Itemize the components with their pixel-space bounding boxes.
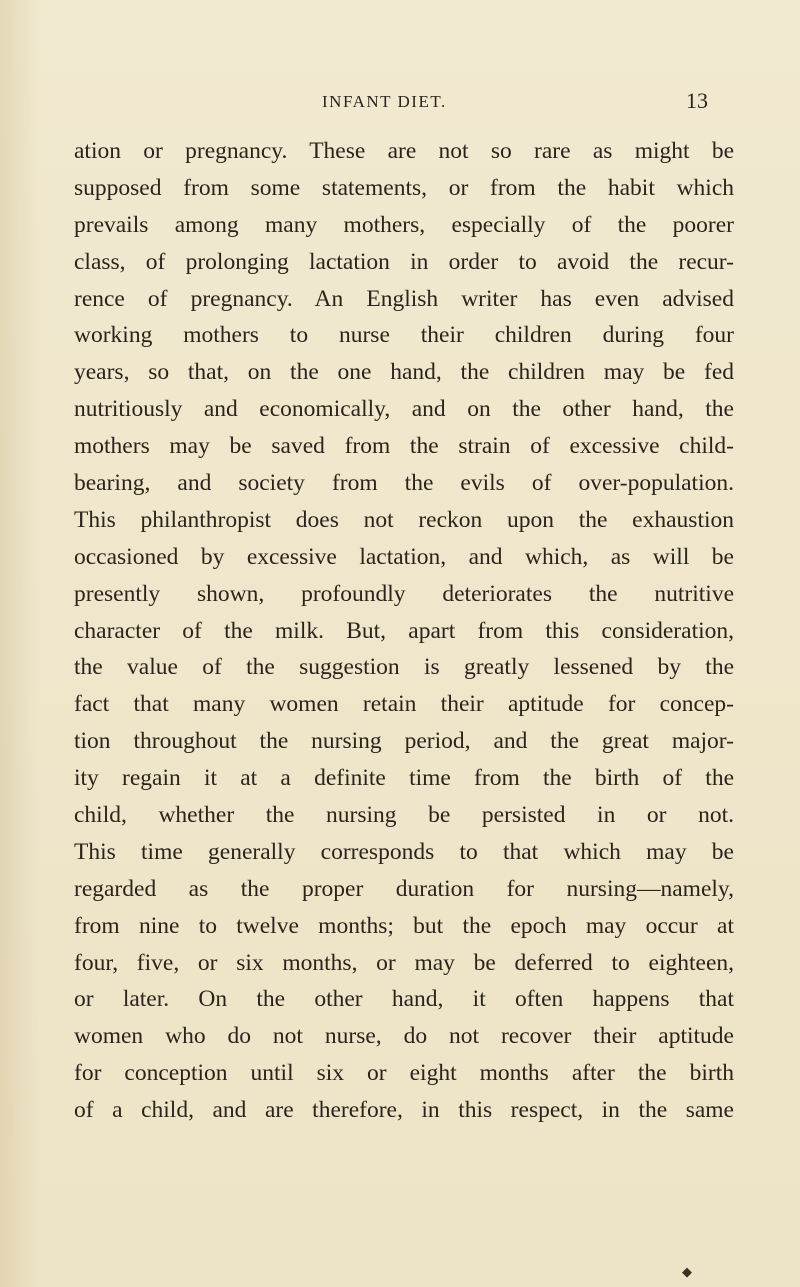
text-line: tion throughout the nursing period, and the great major- [74, 728, 734, 755]
printer-mark-icon: ◆ [682, 1264, 692, 1279]
text-line: of a child, and are therefore, in this respect, in the same [74, 1097, 734, 1124]
text-line: the value of the suggestion is greatly lessened by the [74, 654, 734, 681]
text-line: prevails among many mothers, especially of the poorer [74, 211, 734, 238]
text-line: working mothers to nurse their children during four [74, 322, 734, 349]
text-line: for conception until six or eight months after the birth [74, 1060, 734, 1087]
text-line: class, of prolonging lactation in order to avoid the recur- [74, 248, 734, 275]
text-line: occasioned by excessive lactation, and which, as will be [74, 543, 734, 570]
text-line: fact that many women retain their aptitude for concep- [74, 691, 734, 718]
text-line: child, whether the nursing be persisted in or not. [74, 802, 734, 829]
text-line: presently shown, profoundly deteriorates the nutritive [74, 580, 734, 607]
text-line: ity regain it at a definite time from the birth of the [74, 765, 734, 792]
text-line: women who do not nurse, do not recover their aptitude [74, 1023, 734, 1050]
text-line: mothers may be saved from the strain of excessive child- [74, 433, 734, 460]
text-line: four, five, or six months, or may be deferred to eighteen, [74, 949, 734, 976]
text-line: or later. On the other hand, it often happens that [74, 986, 734, 1013]
text-line: from nine to twelve months; but the epoch may occur at [74, 912, 734, 939]
text-line: This time generally corresponds to that which may be [74, 838, 734, 865]
running-head [0, 88, 800, 122]
page-number: 13 [686, 88, 708, 113]
running-head-title: INFANT DIET. [322, 92, 447, 111]
text-line: nutritiously and economically, and on the other hand, the [74, 396, 734, 423]
text-line: rence of pregnancy. An English writer has even advised [74, 285, 734, 312]
text-line: supposed from some statements, or from the habit which [74, 174, 734, 201]
text-line: regarded as the proper duration for nursing—namely, [74, 875, 734, 902]
text-line: This philanthropist does not reckon upon the exhaustion [74, 506, 734, 533]
text-line: ation or pregnancy. These are not so rare as might be [74, 138, 734, 164]
text-line: character of the milk. But, apart from this consideration, [74, 617, 734, 644]
text-line: bearing, and society from the evils of over-population. [74, 470, 734, 497]
body-paragraph [74, 133, 734, 1129]
text-line: years, so that, on the one hand, the children may be fed [74, 359, 734, 386]
